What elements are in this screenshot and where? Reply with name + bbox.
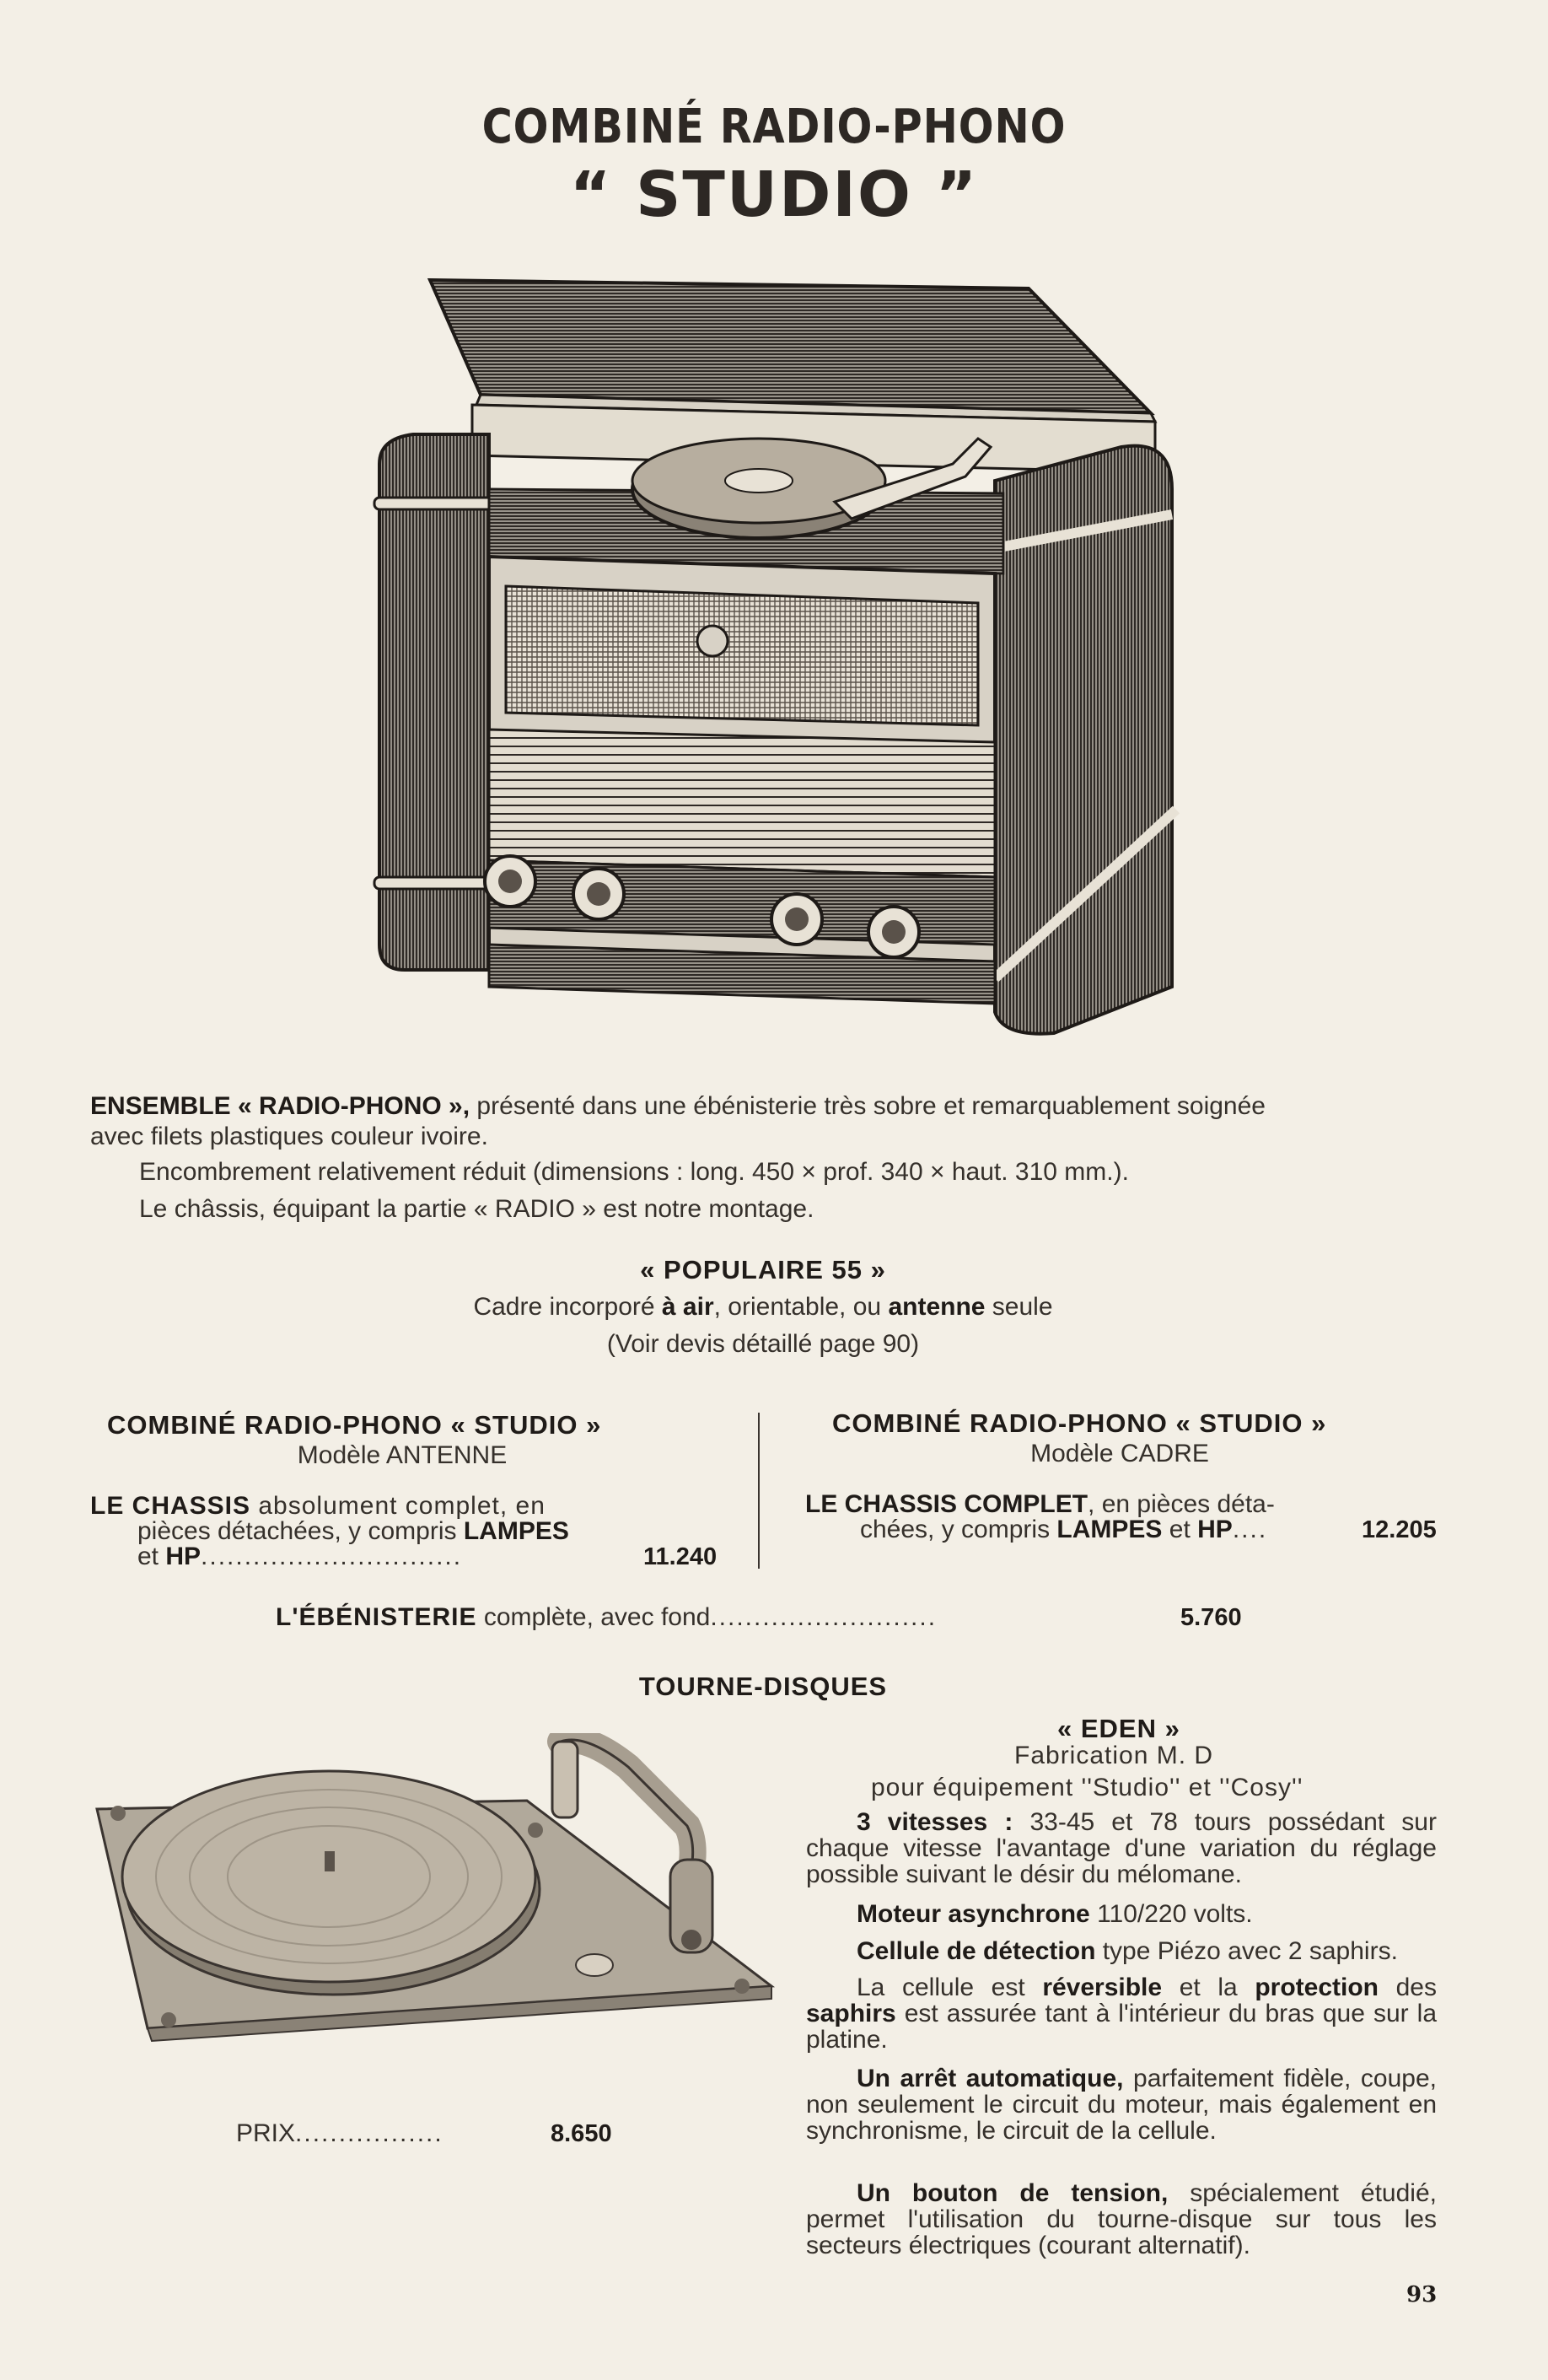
turntable-price: 8.650 [551, 2120, 612, 2147]
moteur-text: 110/220 volts. [1089, 1900, 1253, 1928]
antenne-chassis-label: LE CHASSIS [90, 1492, 251, 1520]
intro-lead-text: présenté dans une ébénisterie très sobre et remarquablement soignée [470, 1092, 1266, 1120]
rev-text-g: est assurée tant à l'intérieur du bras que sur la platine. [806, 2000, 1437, 2054]
cadre-et: et [1162, 1516, 1198, 1543]
antenne-heading: COMBINÉ RADIO-PHONO « STUDIO » [107, 1410, 602, 1440]
populaire-line-1 [0, 1292, 1526, 1322]
eden-cellule [857, 1936, 1398, 1967]
rev-text-c: et la [1162, 1973, 1255, 2001]
ebenisterie-label: L'ÉBÉNISTERIE [276, 1603, 477, 1631]
cadre-chassis-label: LE CHASSIS COMPLET [805, 1490, 1088, 1518]
populaire-text-a: Cadre incorporé [473, 1293, 662, 1321]
cadre-lampes: LAMPES [1056, 1516, 1163, 1543]
antenne-line-2-text: pièces détachées, y compris [137, 1517, 464, 1545]
intro-line-1 [90, 1091, 1266, 1122]
antenne-model: Modèle ANTENNE [297, 1441, 508, 1469]
moteur-label: Moteur asynchrone [857, 1900, 1090, 1928]
populaire-text-e: seule [985, 1293, 1053, 1321]
populaire-text-d: antenne [888, 1293, 986, 1321]
eden-heading: « EDEN » [1057, 1714, 1180, 1743]
cellule-text: type Piézo avec 2 saphirs. [1095, 1937, 1398, 1965]
page-subtitle: “ STUDIO ” [569, 159, 979, 231]
eden-fabrication: Fabrication M. D [1014, 1742, 1214, 1769]
eden-reversible [806, 1974, 1437, 2053]
turntable-illustration [89, 1733, 780, 2049]
arret-text: parfaitement fidèle, coupe, non seulement le circuit du moteur, mais également en synchronisme, le circuit de la cellule. [806, 2065, 1437, 2145]
antenne-line-3 [137, 1542, 462, 1572]
turntable-price-line [236, 2119, 443, 2149]
ebenisterie-leader-dots: .......................... [710, 1603, 938, 1631]
intro-lead-bold: ENSEMBLE « RADIO-PHONO », [90, 1092, 470, 1120]
eden-arret [806, 2065, 1437, 2144]
column-divider [758, 1413, 760, 1569]
eden-bouton [806, 2180, 1437, 2259]
antenne-leader-dots: .............................. [201, 1543, 463, 1570]
intro-dimensions: Encombrement relativement réduit (dimensions : long. 450 × prof. 340 × haut. 310 mm.). [139, 1158, 1129, 1186]
antenne-price: 11.240 [643, 1543, 718, 1570]
rev-text-a: La cellule est [857, 1973, 1043, 2001]
price-label: PRIX [236, 2119, 296, 2147]
ebenisterie-price: 5.760 [1180, 1604, 1242, 1631]
cadre-line-2-text: chées, y compris [860, 1516, 1057, 1543]
ebenisterie-line [276, 1602, 937, 1633]
cadre-model: Modèle CADRE [1030, 1440, 1209, 1467]
populaire-text-b: à air [661, 1293, 714, 1321]
populaire-heading: « POPULAIRE 55 » [640, 1255, 886, 1284]
page-number: 93 [1406, 2282, 1438, 2307]
intro-chassis: Le châssis, équipant la partie « RADIO » est notre montage. [139, 1195, 814, 1223]
antenne-line-1-text: absolument complet, en [250, 1492, 546, 1520]
antenne-et: et [137, 1543, 166, 1570]
radio-phonograph-cabinet-illustration [363, 270, 1180, 1071]
rev-text-d: protection [1255, 1973, 1379, 2001]
eden-equipement: pour équipement ''Studio'' et ''Cosy'' [871, 1774, 1303, 1801]
vitesses-label: 3 vitesses : [857, 1808, 1013, 1836]
price-leader-dots: ................. [295, 2119, 443, 2147]
cadre-line-2 [860, 1515, 1267, 1545]
vitesses-text: 33-45 et 78 tours possédant sur chaque vitesse l'avantage d'une variation du réglage possible suivant le désir du mélomane. [806, 1808, 1437, 1888]
antenne-hp: HP [165, 1543, 202, 1570]
page-title: COMBINÉ RADIO-PHONO [481, 100, 1067, 154]
rev-text-e: des [1379, 1973, 1437, 2001]
cadre-leader-dots: .... [1232, 1516, 1268, 1543]
cadre-hp: HP [1197, 1516, 1233, 1543]
intro-line-2: avec filets plastiques couleur ivoire. [90, 1123, 488, 1150]
bouton-label: Un bouton de tension, [857, 2179, 1169, 2207]
populaire-line-2: (Voir devis détaillé page 90) [606, 1330, 920, 1358]
cadre-line-1-text: , en pièces déta- [1088, 1490, 1275, 1518]
eden-vitesses [806, 1809, 1437, 1887]
antenne-lampes: LAMPES [463, 1517, 569, 1545]
bouton-text: spécialement étudié, permet l'utilisation du tourne-disque sur tous les secteurs électriques (courant alternatif). [806, 2179, 1437, 2259]
rev-text-b: réversible [1042, 1973, 1163, 2001]
tourne-disques-heading: TOURNE-DISQUES [638, 1672, 888, 1701]
rev-text-f: saphirs [806, 2000, 896, 2027]
populaire-text-c: , orientable, ou [713, 1293, 889, 1321]
eden-moteur [857, 1899, 1253, 1930]
ebenisterie-text: complète, avec fond [476, 1603, 711, 1631]
cadre-price: 12.205 [1362, 1516, 1437, 1543]
cellule-label: Cellule de détection [857, 1937, 1096, 1965]
arret-label: Un arrêt automatique, [857, 2065, 1124, 2092]
cadre-heading: COMBINÉ RADIO-PHONO « STUDIO » [832, 1408, 1327, 1438]
